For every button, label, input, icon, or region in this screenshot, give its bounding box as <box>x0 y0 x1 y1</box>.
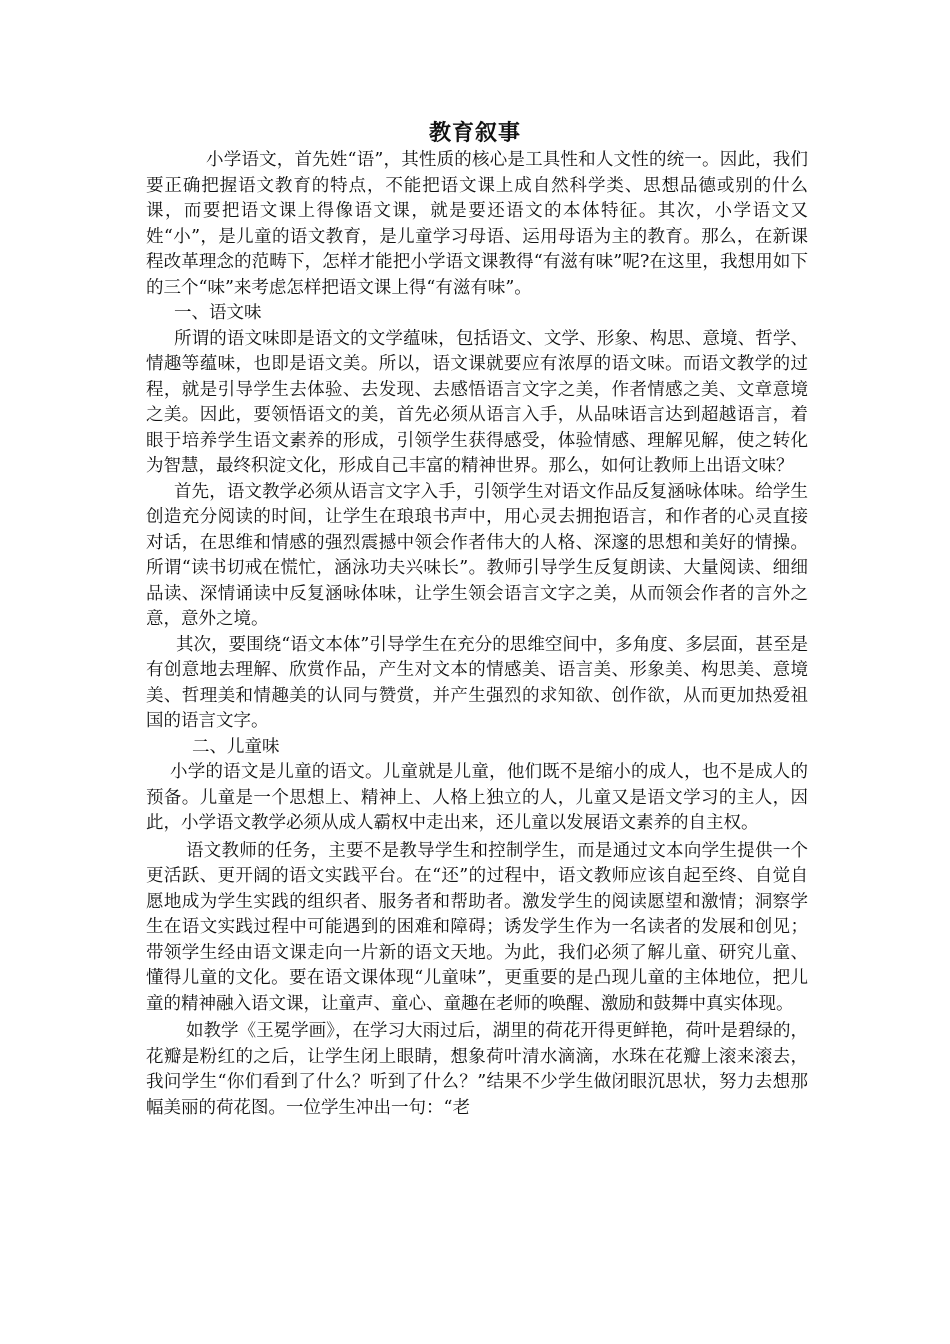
body-paragraph: 小学的语文是儿童的语文。儿童就是儿童，他们既不是缩小的成人，也不是成人的预备。儿童是一个思想上、精神上、人格上独立的人，儿童又是语文学习的主人，因此，小学语文教学必须从成人霸权中走出来，还儿童以发展语文素养的自主权。 <box>146 762 808 833</box>
section-heading-1: 一、语文味 <box>174 303 262 323</box>
body-paragraph: 其次，要围绕“语文本体”引导学生在充分的思维空间中，多角度、多层面，甚至是有创意地去理解、欣赏作品，产生对文本的情感美、语言美、形象美、构思美、意境美、哲理美和情趣美的认同与赞赏，并产生强烈的求知欲、创作欲，从而更加热爱祖国的语言文字。 <box>146 634 808 731</box>
section-heading-2: 二、儿童味 <box>192 736 280 757</box>
document-title: 教育叙事 <box>428 120 521 146</box>
body-paragraph: 语文教师的任务，主要不是教导学生和控制学生，而是通过文本向学生提供一个更活跃、更开阔的语文实践平台。在“还”的过程中，语文教师应该自起至终、自觉自愿地成为学生实践的组织者、服务者和帮助者。激发学生的阅读愿望和激情；洞察学生在语文实践过程中可能遇到的困难和障碍；诱发学生作为一名读者的发展和创见；带领学生经由语文课走向一片新的语文天地。为此，我们必须了解儿童、研究儿童、懂得儿童的文化。要在语文课体现“儿童味”，更重要的是凸现儿童的主体地位，把儿童的精神融入语文课，让童声、童心、童趣在老师的唤醒、激励和鼓舞中真实体现。 <box>146 840 808 1014</box>
document-body <box>146 148 808 1121</box>
intro-paragraph: 小学语文，首先姓“语”，其性质的核心是工具性和人文性的统一。因此，我们要正确把握语文教育的特点，不能把语文课上成自然科学类、思想品德或别的什么课，而要把语文课上得像语文课，就是要还语文的本体特征。其次，小学语文又姓“小”，是儿童的语文教育，是儿童学习母语、运用母语为主的教育。那么，在新课程改革理念的范畴下，怎样才能把小学语文课教得“有滋有味”呢?在这里，我想用如下的三个“味”来考虑怎样把语文课上得“有滋有味”。 <box>146 150 808 298</box>
body-paragraph: 首先，语文教学必须从语言文字入手，引领学生对语文作品反复涵咏体味。给学生创造充分阅读的时间，让学生在琅琅书声中，用心灵去拥抱语言，和作者的心灵直接对话，在思维和情感的强烈震撼中领会作者伟大的人格、深邃的思想和美好的情操。所谓“读书切戒在慌忙，涵泳功夫兴味长”。教师引导学生反复朗读、大量阅读、细细品读、深情诵读中反复涵咏体味，让学生领会语言文字之美，从而领会作者的言外之意，意外之境。 <box>146 481 808 629</box>
body-paragraph: 所谓的语文味即是语文的文学蕴味，包括语文、文学、形象、构思、意境、哲学、情趣等蕴味，也即是语文美。所以，语文课就要应有浓厚的语文味。而语文教学的过程，就是引导学生去体验、去发现、去感悟语言文字之美，作者情感之美、文章意境之美。因此，要领悟语文的美，首先必须从语言入手，从品味语言达到超越语言，着眼于培养学生语文素养的形成，引领学生获得感受，体验情感、理解见解，使之转化为智慧，最终积淀文化，形成自己丰富的精神世界。那么，如何让教师上出语文味？ <box>146 328 808 476</box>
body-paragraph: 如教学《王冕学画》，在学习大雨过后，湖里的荷花开得更鲜艳，荷叶是碧绿的，花瓣是粉红的之后，让学生闭上眼睛，想象荷叶清水滴滴，水珠在花瓣上滚来滚去，我问学生“你们看到了什么？听到了什么？”结果不少学生做闭眼沉思状，努力去想那幅美丽的荷花图。一位学生冲出一句：“老 <box>146 1021 808 1118</box>
